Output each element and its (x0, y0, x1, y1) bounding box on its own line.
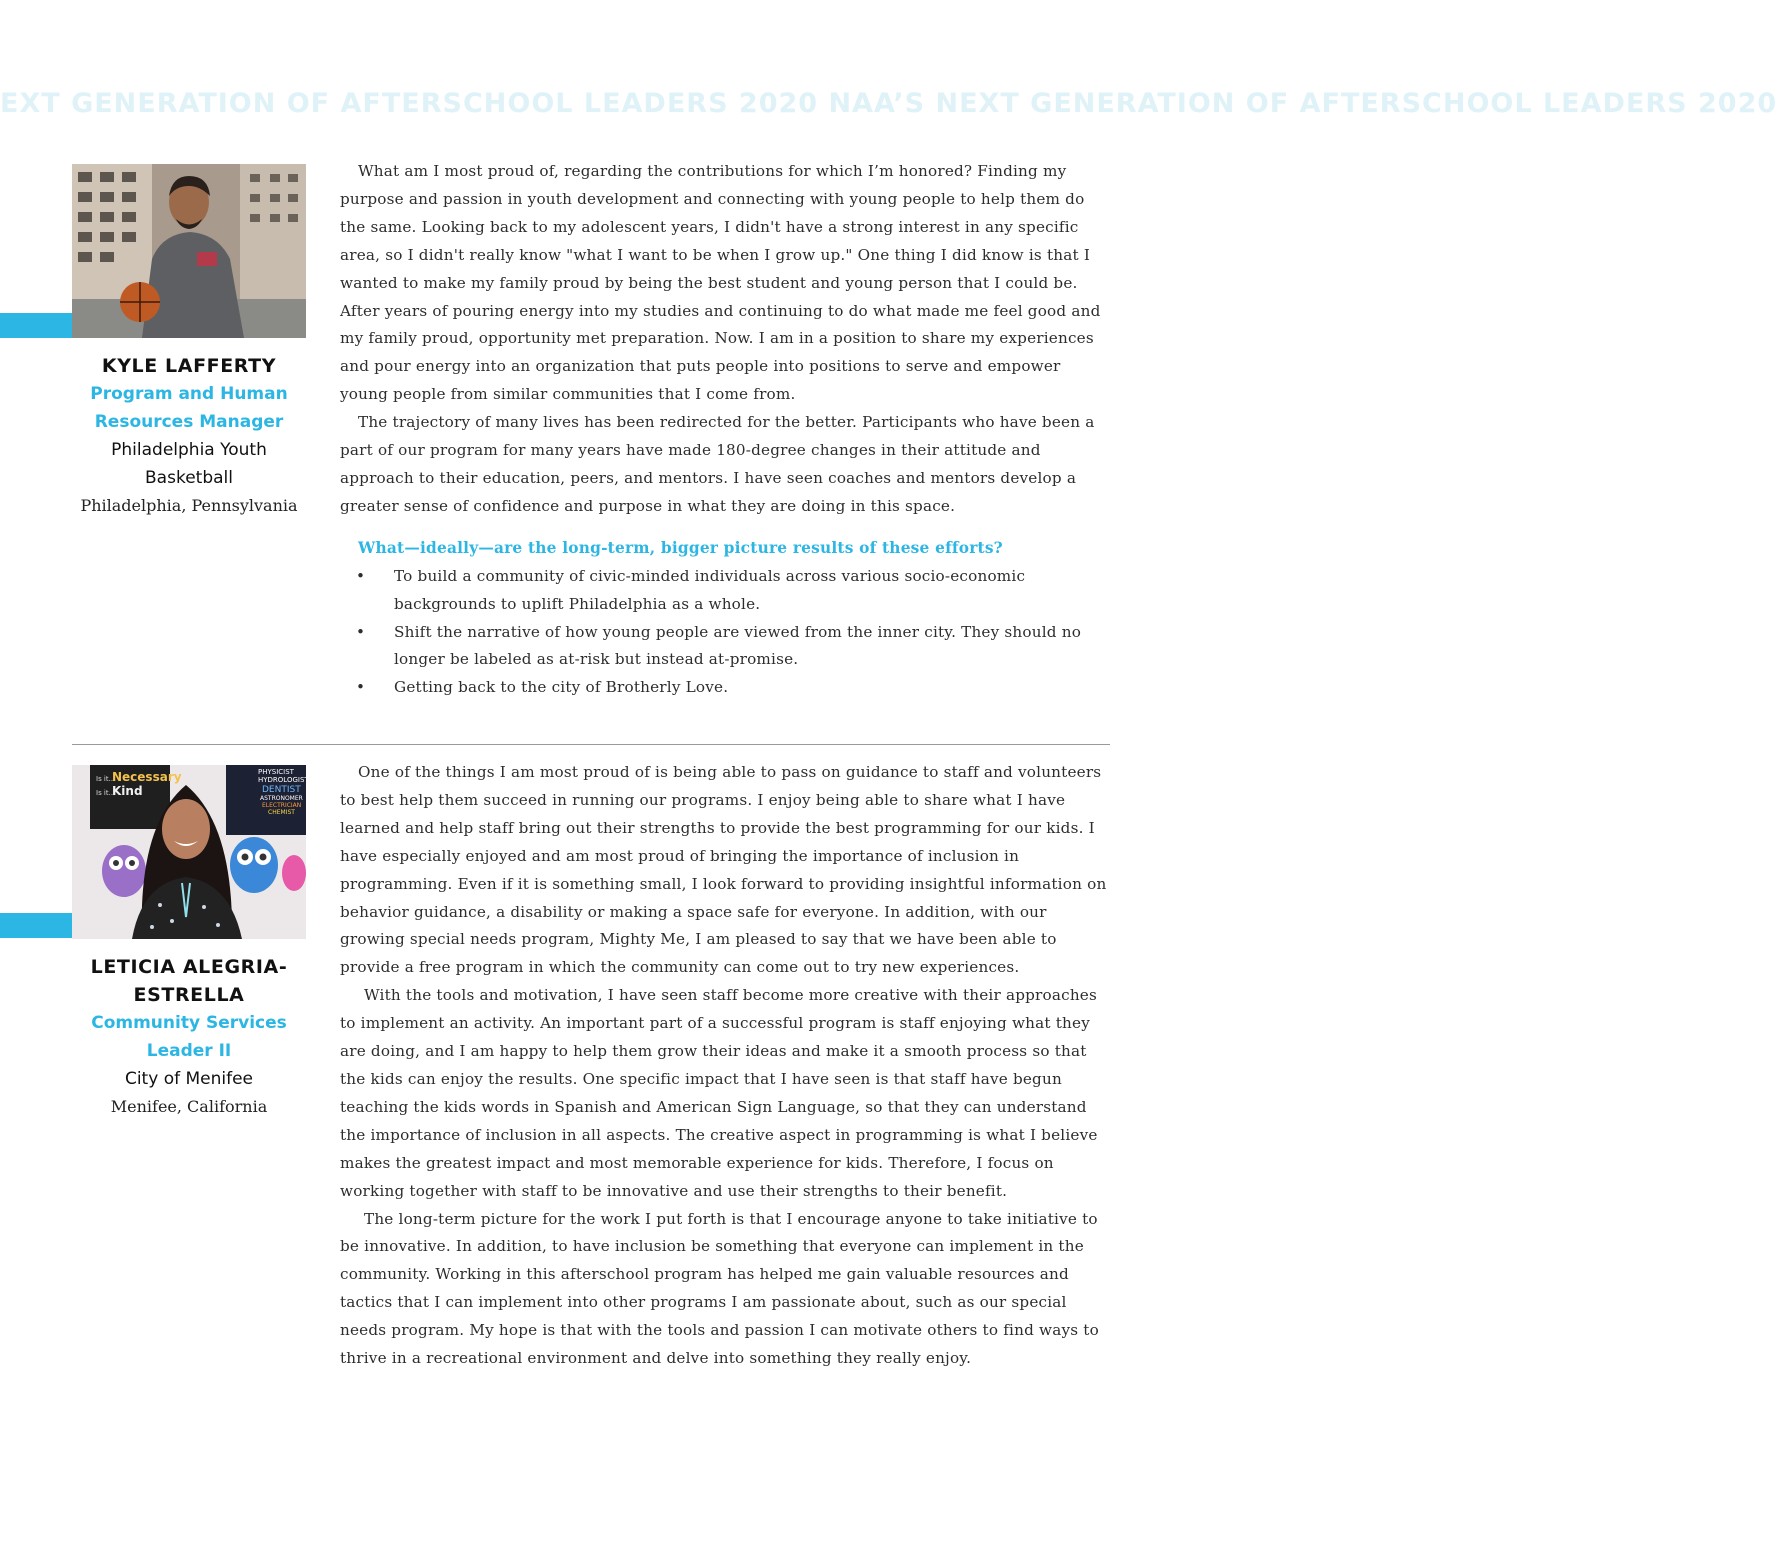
profile-bio-leticia (70, 953, 308, 1121)
list-item-text: Shift the narrative of how young people are viewed from the inner city. They should no longer be labeled as at-risk but instead at-promise. (394, 622, 1082, 669)
profile-role-line: Community Services (91, 1013, 287, 1033)
poster-text: PHYSICIST (258, 768, 294, 776)
profile-role-line: Resources Manager (94, 412, 284, 432)
list-item-text: To build a community of civic-minded individuals across various socio-economic backgrounds to uplift Philadelphia as a whole. (394, 566, 1026, 613)
profile-text-leticia (340, 759, 1110, 1373)
profile-name-line: LETICIA ALEGRIA- (90, 956, 288, 978)
list-item-text: Getting back to the city of Brotherly Love. (394, 678, 729, 697)
poster-text: ASTRONOMER (260, 795, 303, 802)
poster-text: CHEMIST (268, 809, 295, 816)
profile-text-kyle (340, 158, 1110, 702)
body-paragraph: With the tools and motivation, I have seen staff become more creative with their approaches to implement an activity. An important part of a successful program is staff enjoying what they are doing, and I am happy to help them grow their ideas and make it a smooth process so that the kids can enjoy the results. One specific impact that I have seen is that staff have begun teaching the kids words in Spanish and American Sign Language, so that they can understand the importance of inclusion in all aspects. The creative aspect in programming is what I believe makes the greatest impact and most memorable experience for kids. Therefore, I focus on working together with staff to be innovative and use their strengths to their benefit. (340, 986, 1098, 1200)
profile-bio-kyle (70, 352, 308, 520)
profile-organization: City of Menifee (124, 1069, 254, 1089)
body-paragraph: The trajectory of many lives has been redirected for the better. Participants who have been a part of our program for many years have made 180-degree changes in their attitude and approach to their education, peers, and mentors. I have seen coaches and mentors develop a greater sense of confidence and purpose in what they are doing in this space. (340, 413, 1095, 515)
poster-text: Kind (112, 784, 143, 798)
profile-photo-leticia (72, 765, 309, 939)
profile-role-line: Leader II (146, 1041, 232, 1061)
profile-photo-kyle (72, 164, 306, 338)
list-item (340, 563, 1110, 619)
question-heading: What—ideally—are the long-term, bigger picture results of these efforts? (358, 538, 1003, 557)
bullet-icon: • (356, 566, 366, 585)
profile-location: Menifee, California (110, 1097, 268, 1116)
bullet-icon: • (356, 678, 366, 697)
profile-location: Philadelphia, Pennsylvania (80, 496, 298, 515)
section-divider (72, 744, 1110, 745)
profile-organization-line: Philadelphia Youth (111, 440, 267, 460)
body-paragraph: The long-term picture for the work I put forth is that I encourage anyone to take initiative to be innovative. In addition, to have inclusion be something that everyone can implement in the community. Working in this afterschool program has helped me gain valuable resources and tactics that I can implement into other programs I am passionate about, such as our special needs program. My hope is that with the tools and passion I can motivate others to find ways to thrive in a recreational environment and delve into something they really enjoy. (340, 1209, 1099, 1368)
poster-text: Is it... (96, 789, 116, 797)
list-item (340, 674, 1110, 702)
body-paragraph: What am I most proud of, regarding the contributions for which I’m honored? Finding my purpose and passion in youth development and connecting with young people to help them do the same. Looking back to my adolescent years, I didn't have a strong interest in any specific area, so I didn't really know "what I want to be when I grow up." One thing I did know is that I wanted to make my family proud by being the best student and young person that I could be. After years of pouring energy into my studies and continuing to do what made me feel good and my family proud, opportunity met preparation. Now. I am in a position to share my experiences and pour energy into an organization that puts people into positions to serve and empower young people from similar communities that I come from. (340, 162, 1101, 404)
poster-text: Is it... (96, 775, 116, 783)
poster-text: DENTIST (262, 785, 301, 795)
list-item (340, 619, 1110, 675)
profile-name-line: ESTRELLA (133, 984, 245, 1006)
body-paragraph: One of the things I am most proud of is being able to pass on guidance to staff and volunteers to best help them succeed in running our programs. I enjoy being able to share what I have learned and help staff bring out their strengths to provide the best programming for our kids. I have especially enjoyed and am most proud of bringing the importance of inclusion in programming. Even if it is something small, I look forward to providing insightful information on behavior guidance, a disability or making a space safe for everyone. In addition, with our growing special needs program, Mighty Me, I am pleased to say that we have been able to provide a free program in which the community can come out to try new experiences. (340, 763, 1107, 977)
profile-name: KYLE LAFFERTY (101, 355, 277, 377)
results-list (340, 563, 1110, 703)
profile-role-line: Program and Human (90, 384, 288, 404)
page-banner: EXT GENERATION OF AFTERSCHOOL LEADERS 2020 NAA’S NEXT GENERATION OF AFTERSCHOOL LEADERS 2020 (0, 88, 1777, 119)
poster-text: HYDROLOGIST (258, 776, 309, 784)
bullet-icon: • (356, 622, 366, 641)
poster-text: ELECTRICIAN (262, 802, 302, 809)
poster-text: Necessary (112, 770, 182, 784)
profile-organization-line: Basketball (145, 468, 233, 488)
